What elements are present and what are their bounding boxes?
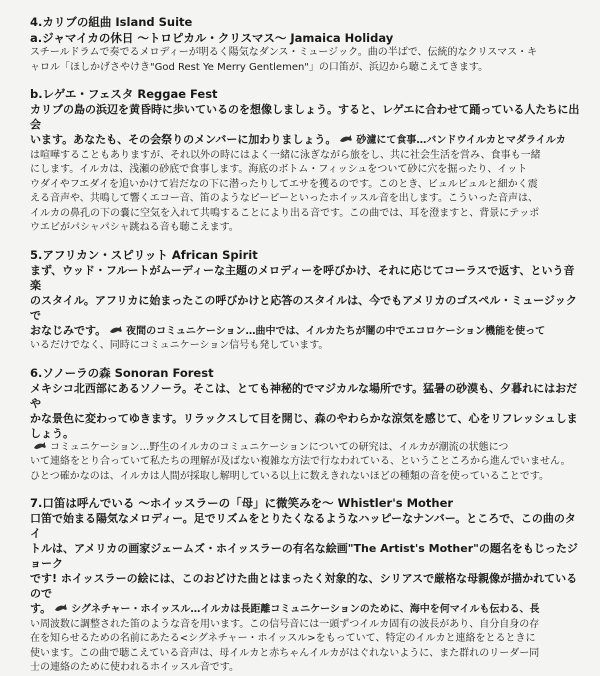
section-6-thin-line-0-text: コミュニケーション…野生のイルカのコミュニケーションについての研究は、イルカが潮流の状態につ bbox=[50, 441, 509, 453]
section-7-heading: 7.口笛は呼んでいる 〜ホイッスラーの「母」に微笑みを〜 Whistler's Mother bbox=[30, 496, 454, 510]
section-4-heading: 4.カリブの組曲 Island Suite bbox=[30, 15, 193, 29]
section-7-bold-line-4 bbox=[30, 601, 580, 618]
section-6 bbox=[30, 365, 580, 485]
section-4b-thin-line-3: ウダイやフエダイを追いかけて岩だなの下に潜ったりしてエサを獲るのです。このとき、ビュルビュルと細かく震 bbox=[30, 178, 538, 190]
section-5-bold-line-3-text: おなじみです。 bbox=[30, 323, 107, 337]
section-6-thin-line-0 bbox=[30, 441, 580, 456]
section-7-thin-line-0: シグネチャー・ホイッスル…イルカは長距離コミュニケーションのために、海中を何マイルも伝わる、長 bbox=[71, 604, 540, 615]
dolphin-icon bbox=[54, 603, 68, 613]
section-7-thin-line-2: 在を知らせるための名前にあたる<シグネチャー・ホイッスル>をもっていて、特定のイルカと連絡をとるときに bbox=[30, 633, 536, 644]
section-4b bbox=[30, 86, 580, 236]
section-7-bold-line-1: 口笛で始まる陽気なメロディー。足でリズムをとりたくなるようなハッピーなナンバー。ところで、この曲のタイ bbox=[30, 512, 576, 540]
section-4b-subheading: b.レゲエ・フェスタ Reggae Fest bbox=[30, 87, 218, 101]
section-4b-bold-line-1: カリブの島の浜辺を黄昏時に歩いているのを想像しましょう。すると、レゲエに合わせて踊っている人たちに出会 bbox=[30, 103, 580, 131]
section-5-thin-line-1: いるだけでなく、同時にコミュニケーション信号も発しています。 bbox=[30, 340, 329, 351]
section-5-heading: 5.アフリカン・スピリット African Spirit bbox=[30, 247, 258, 262]
section-4b-thin-line-1: は喧嘩することもありますが、それ以外の時にはよく一緒に泳ぎながら旅をし、共に社会生活を営み、食事も一緒 bbox=[30, 149, 541, 161]
dolphin-icon bbox=[109, 325, 123, 335]
section-5-thin-line-0: 夜間のコミュニケーション…曲中では、イルカたちが闇の中でエコロケーション機能を使って bbox=[126, 325, 546, 337]
section-6-thin-line-1: いて連絡をとり合っていて私たちの理解が及ばない複雑な方法で行なわれている、ということころから進んでいません。 bbox=[30, 456, 571, 467]
section-6-thin-line-2: ひとつ確かなのは、イルカは人間が採取し解明している以上に数えきれないほどの種類の音を使っていることです。 bbox=[30, 470, 549, 482]
section-4 bbox=[30, 14, 580, 75]
dolphin-icon bbox=[33, 441, 47, 451]
section-4b-thin-line-0: 砂濾にて食事…バンドウイルカとマダライルカ bbox=[356, 135, 566, 146]
section-6-bold-line-2: かな景色に変わってゆきます。リラックスして目を開じ、森のやわらかな涼気を感じて、心をリフレッシュしましょう。 bbox=[30, 411, 578, 440]
section-6-bold-line-1: メキシコ北西部にあるソノーラ。そこは、とても神秘的でマジカルな場所です。猛暑の砂漠も、夕暮れにはおだや bbox=[30, 381, 578, 410]
section-4b-thin-line-2: にします。イルカは、浅瀬の砂底で食事します。海底のボトム・フィッシュをついて砂に穴を掘ったり、イット bbox=[30, 164, 528, 175]
section-7-bold-line-3: です! ホイッスラーの絵には、このおどけた曲とはまったく対象的な、シリアスで厳格な母親像が描かれているので bbox=[30, 572, 578, 600]
section-5-bold-line-1: まず、ウッド・フルートがムーディーな主題のメロディーを呼びかけ、それに応じてコーラスで返す、という音楽 bbox=[30, 263, 575, 292]
section-7 bbox=[30, 495, 580, 676]
section-4b-bold-line-2-text: います。あなたも、その会祭りのメンバーに加わりましょう。 bbox=[30, 133, 337, 146]
section-4b-bold-line-2 bbox=[30, 132, 580, 149]
section-4b-thin-line-5: イルカの鼻孔の下の嚢に空気を入れて共鳴することにより出る音です。この曲では、耳を澄ますと、背景にテッポ bbox=[30, 207, 540, 219]
section-7-thin-line-3: 使います。この曲で聴こえている音声は、母イルカと赤ちゃんイルカがはぐれないように、また群れのリーダー同 bbox=[30, 647, 540, 659]
section-4a-line-1: スチールドラムで奏でるメロディーが明るく陽気なダンス・ミュージック。曲の半ばで、伝統的なクリスマス・キ bbox=[30, 47, 538, 58]
section-7-thin-line-1: い周波数に調整された笛のような音を用います。この信号音には一頭ずつイルカ固有の波長があり、自分自身の存 bbox=[30, 618, 540, 630]
section-7-bold-line-4-text: す。 bbox=[30, 602, 52, 615]
dolphin-icon bbox=[339, 134, 353, 144]
section-5-bold-line-3 bbox=[30, 323, 580, 340]
section-4b-thin-line-6: ウエビがパシャパシャ跳ねる音も聴こえます。 bbox=[30, 222, 239, 233]
section-4a-line-2: ャロル「ほしかげさやけき"God Rest Ye Merry Gentlemen"」の口笛が、浜辺から聴こえてきます。 bbox=[30, 61, 489, 73]
section-7-thin-line-4: 士の連絡のために使われるホイッスル音です。 bbox=[30, 662, 239, 673]
section-6-heading: 6.ソノーラの森 Sonoran Forest bbox=[30, 365, 214, 380]
section-7-bold-line-2: トルは、アメリカの画家ジェームズ・ホイッスラーの有名な絵画"The Artist's Mother"の題名をもじったジョーク bbox=[30, 542, 578, 570]
section-4b-thin-line-4: える音声や、共鳴して響くエコー音、笛のようなピーピーといったホイッスル音を出します。こういった音声は、 bbox=[30, 193, 538, 204]
section-5-bold-line-2: のスタイル。アフリカに始まったこの呼びかけと応答のスタイルは、今でもアメリカのゴスペル・ミュージックで bbox=[30, 293, 577, 322]
section-4a-subheading: a.ジャマイカの休日 〜トロピカル・クリスマス〜 Jamaica Holiday bbox=[30, 31, 394, 45]
section-5 bbox=[30, 247, 580, 354]
